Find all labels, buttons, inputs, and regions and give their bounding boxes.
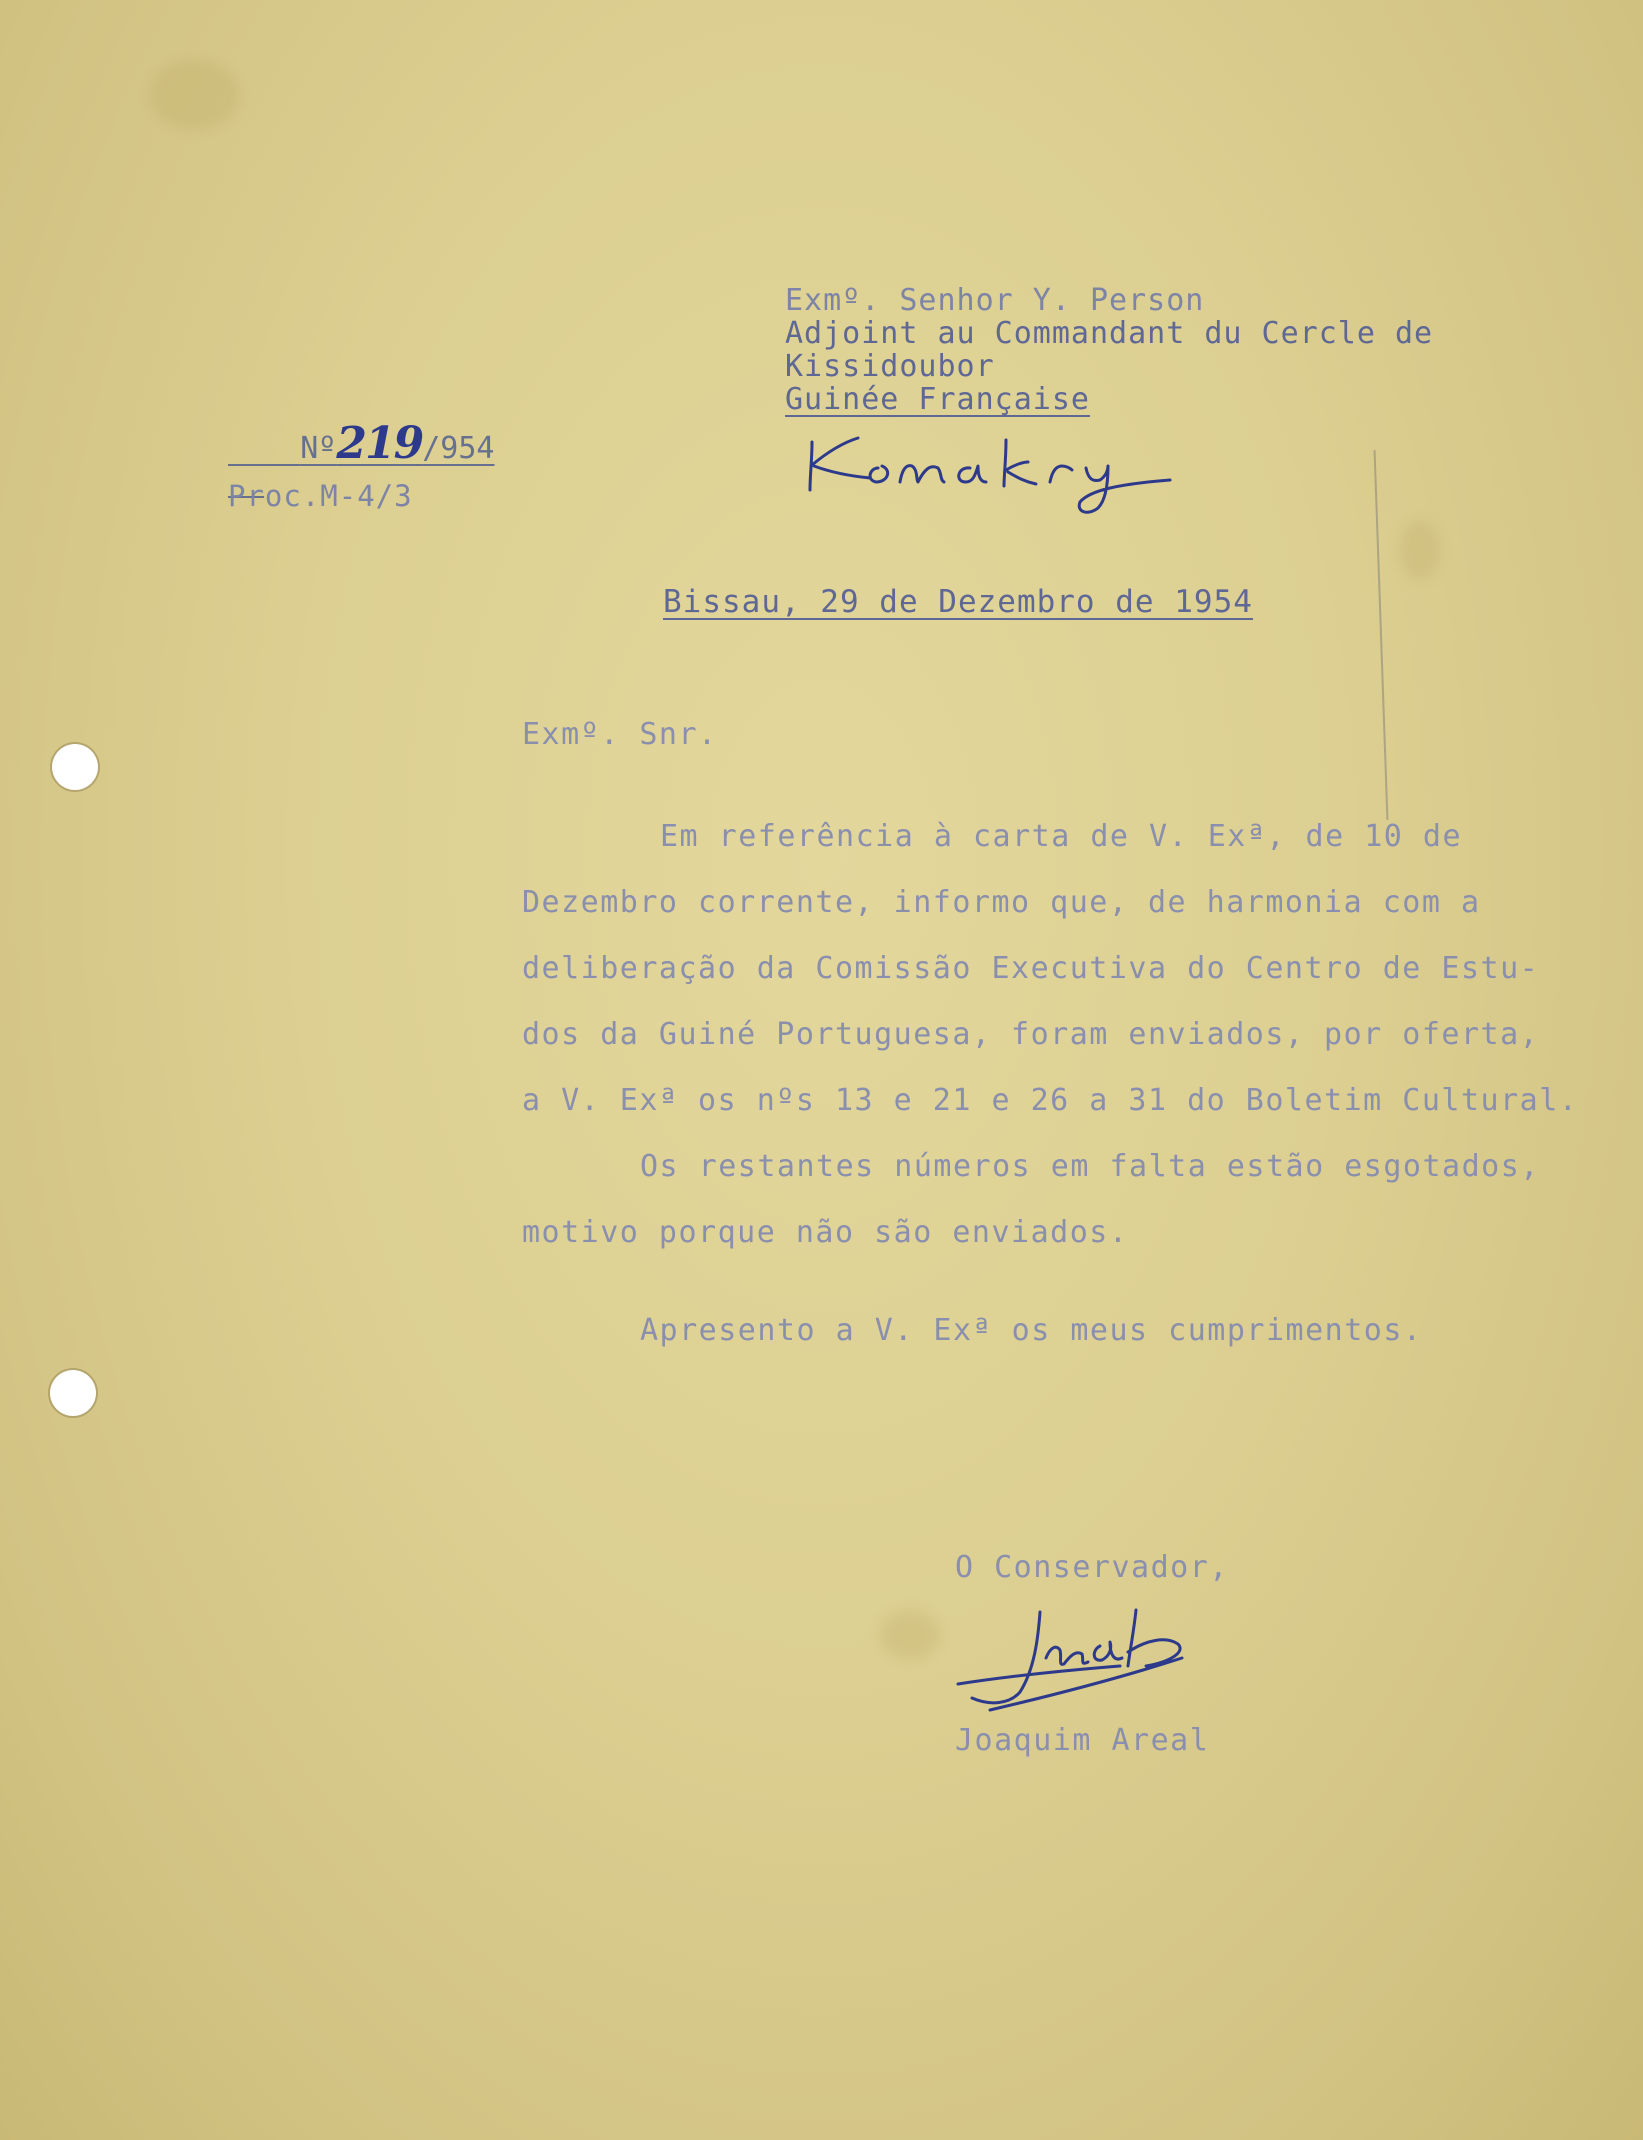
- reference-prefix: Nº: [300, 431, 337, 466]
- body-line-1: Em referência à carta de V. Exª, de 10 de: [660, 819, 1463, 854]
- paper-stain: [880, 1610, 940, 1660]
- reference-handwritten-number: 219: [336, 418, 423, 469]
- recipient-line-4: Guinée Française: [785, 382, 1090, 417]
- date-line: Bissau, 29 de Dezembro de 1954: [663, 584, 1253, 620]
- handwritten-city-konakry: [800, 420, 1220, 520]
- body-line-7: motivo porque não são enviados.: [522, 1215, 1129, 1250]
- closing-line: Apresento a V. Exª os meus cumprimentos.: [640, 1313, 1423, 1348]
- signature-role: O Conservador,: [955, 1550, 1229, 1585]
- process-number: Proc.M-4/3: [228, 479, 413, 513]
- body-line-4: dos da Guiné Portuguesa, foram enviados, por oferta,: [522, 1017, 1540, 1052]
- body-line-5: a V. Exª os nºs 13 e 21 e 26 a 31 do Boletim Cultural.: [522, 1083, 1579, 1118]
- recipient-line-2: Adjoint au Commandant du Cercle de: [785, 316, 1434, 351]
- body-line-6: Os restantes números em falta estão esgotados,: [640, 1149, 1540, 1184]
- punch-hole-bottom: [50, 1370, 96, 1416]
- reference-suffix: /954: [422, 431, 495, 466]
- punch-hole-top: [52, 744, 98, 790]
- paper-stain: [1400, 520, 1440, 580]
- recipient-line-3: Kissidoubor: [785, 349, 995, 384]
- salutation: Exmº. Snr.: [522, 717, 718, 752]
- handwritten-signature: [950, 1600, 1250, 1720]
- paper-crease: [1374, 450, 1389, 820]
- paper-stain: [150, 60, 240, 130]
- body-line-2: Dezembro corrente, informo que, de harmonia com a: [522, 885, 1481, 920]
- recipient-line-1: Exmº. Senhor Y. Person: [785, 283, 1205, 318]
- signature-name: Joaquim Areal: [955, 1723, 1210, 1758]
- body-line-3: deliberação da Comissão Executiva do Centro de Estu-: [522, 951, 1540, 986]
